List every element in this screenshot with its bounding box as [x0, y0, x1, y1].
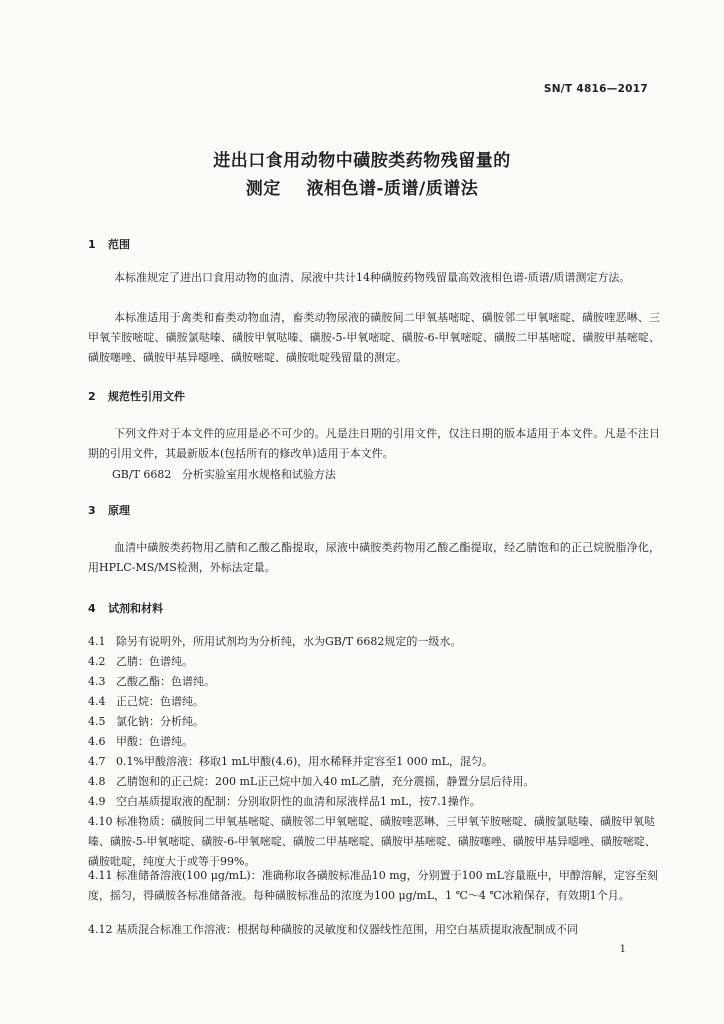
- normative-reference: GB/T 6682 分析实验室用水规格和试验方法: [112, 468, 336, 481]
- item-number: 4.12: [88, 923, 113, 936]
- section-title: 范围: [108, 238, 130, 251]
- list-item: [88, 772, 660, 792]
- item-text: 氯化钠：分析纯。: [116, 715, 204, 728]
- list-item: [88, 812, 660, 872]
- item-text: 标准物质：磺胺间二甲氧基嘧啶、磺胺邻二甲氧嘧啶、磺胺喹恶啉、三甲氧苄胺嘧啶、磺胺氯哒嗪、磺胺甲氧哒嗪、磺胺-5-甲氧嘧啶、磺胺-6-甲氧嘧啶、磺胺二甲基嘧啶、磺胺甲基嘧啶、磺胺噻唑、磺胺甲基异噁唑、磺胺嘧啶、磺胺吡啶，纯度大于或等于99%。: [88, 815, 656, 868]
- item-text: 乙腈饱和的正己烷：200 mL正己烷中加入40 mL乙腈，充分震摇，静置分层后待用。: [116, 775, 535, 788]
- item-text: 0.1%甲酸溶液：移取1 mL甲酸(4.6)，用水稀释并定容至1 000 mL，混匀。: [116, 755, 493, 768]
- section-1-paragraph-1: 本标准规定了进出口食用动物的血清、尿液中共计14种磺胺药物残留量高效液相色谱-质谱/质谱测定方法。: [114, 271, 631, 284]
- section-title: 试剂和材料: [108, 602, 163, 615]
- item-number: 4.3: [88, 675, 106, 688]
- item-text: 乙酸乙酯：色谱纯。: [116, 675, 215, 688]
- item-number: 4.2: [88, 655, 106, 668]
- section-1-heading: [88, 236, 130, 252]
- item-number: 4.6: [88, 735, 106, 748]
- item-number: 4.4: [88, 695, 106, 708]
- list-item: [88, 732, 660, 752]
- list-item: [88, 712, 660, 732]
- list-item: [88, 692, 660, 712]
- list-item: [88, 672, 660, 692]
- document-title-line-2: 测定 液相色谱-质谱/质谱法: [245, 179, 479, 199]
- section-1-paragraph-2: 本标准适用于禽类和畜类动物血清，畜类动物尿液的磺胺间二甲氧基嘧啶、磺胺邻二甲氧嘧啶、磺胺喹恶啉、三甲氧苄胺嘧啶、磺胺氯哒嗪、磺胺甲氧哒嗪、磺胺-5-甲氧嘧啶、磺胺-6-甲氧嘧啶、磺胺二甲基嘧啶、磺胺甲基嘧啶、磺胺噻唑、磺胺甲基异噁唑、磺胺嘧啶、磺胺吡啶残留量的测定。: [88, 311, 660, 364]
- page-number: 1: [619, 944, 626, 955]
- list-item: [88, 792, 660, 812]
- section-2-heading: [88, 388, 185, 404]
- item-text: 正己烷：色谱纯。: [116, 695, 204, 708]
- document-title-line-1: 进出口食用动物中磺胺类药物残留量的: [213, 151, 511, 171]
- section-3-heading: [88, 502, 130, 518]
- item-text: 乙腈：色谱纯。: [116, 655, 193, 668]
- section-4-heading: [88, 600, 163, 616]
- list-item: [88, 866, 660, 906]
- list-item: [88, 752, 660, 772]
- item-number: 4.1: [88, 635, 106, 648]
- item-number: 4.5: [88, 715, 106, 728]
- section-title: 原理: [108, 504, 130, 517]
- section-title: 规范性引用文件: [108, 390, 185, 403]
- item-text: 标准储备溶液(100 μg/mL)：准确称取各磺胺标准品10 mg，分别置于100 mL容量瓶中，甲醇溶解，定容至刻度，摇匀，得磺胺各标准储备液。每种磺胺标准品的浓度为100 μg/mL，1 ℃～4 ℃冰箱保存，有效期1个月。: [88, 869, 658, 902]
- item-number: 4.7: [88, 755, 106, 768]
- section-number: 2: [88, 390, 96, 403]
- item-text: 甲酸：色谱纯。: [116, 735, 193, 748]
- section-2-paragraph-1: 下列文件对于本文件的应用是必不可少的。凡是注日期的引用文件，仅注日期的版本适用于本文件。凡是不注日期的引用文件，其最新版本(包括所有的修改单)适用于本文件。: [88, 427, 660, 460]
- list-item: [88, 652, 660, 672]
- section-number: 1: [88, 238, 96, 251]
- item-number: 4.8: [88, 775, 106, 788]
- item-number: 4.9: [88, 795, 106, 808]
- item-text: 除另有说明外，所用试剂均为分析纯，水为GB/T 6682规定的一级水。: [116, 635, 462, 648]
- item-number: 4.10: [88, 815, 113, 828]
- list-item: [88, 920, 660, 940]
- item-number: 4.11: [88, 869, 113, 882]
- item-text: 空白基质提取液的配制：分别取阴性的血清和尿液样品1 mL，按7.1操作。: [116, 795, 481, 808]
- section-3-paragraph-1: 血清中磺胺类药物用乙腈和乙酸乙酯提取，尿液中磺胺类药物用乙酸乙酯提取，经乙腈饱和的正己烷脱脂净化，用HPLC-MS/MS检测，外标法定量。: [88, 541, 660, 574]
- list-item: [88, 632, 660, 652]
- section-number: 4: [88, 602, 96, 615]
- item-text: 基质混合标准工作溶液：根据每种磺胺的灵敏度和仪器线性范围，用空白基质提取液配制成不同: [116, 923, 578, 936]
- section-number: 3: [88, 504, 96, 517]
- standard-code: SN/T 4816—2017: [543, 83, 648, 95]
